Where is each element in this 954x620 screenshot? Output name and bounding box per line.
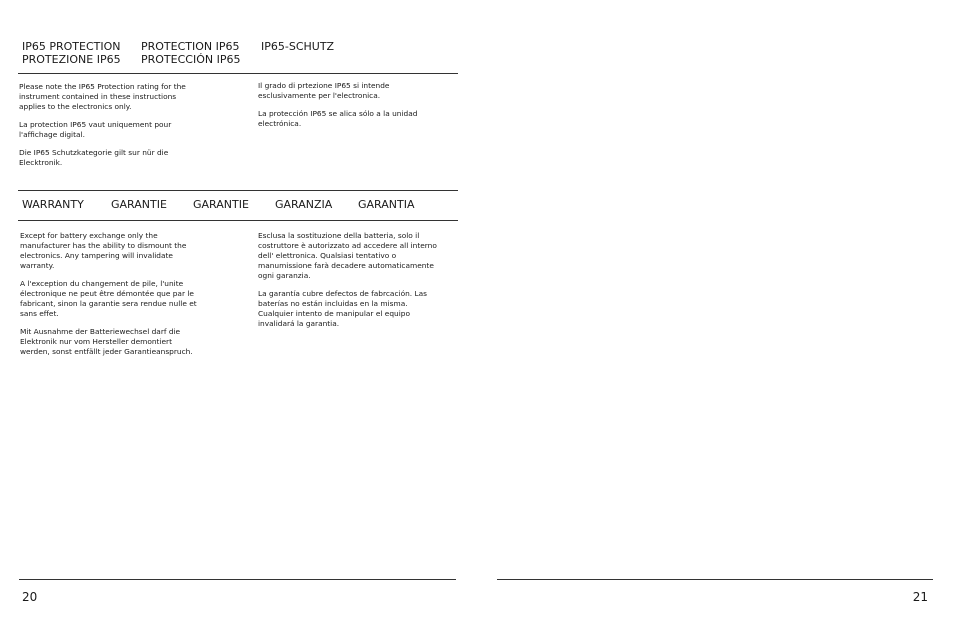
right-page-number: 21 — [912, 590, 928, 604]
ip65-paragraph-it: Il grado di prtezione IP65 si intende esclusivamente per l'electronica. — [258, 81, 390, 100]
ip65-header-es: PROTECCIÓN IP65 — [141, 53, 241, 66]
ip65-header-fr: PROTECTION IP65 — [141, 40, 240, 53]
warranty-paragraph-it: Esclusa la sostituzione della batteria, solo il costruttore è autorizzato ad accedere all interno dell' elettronica. Qualsiasi tentativo o manumissione farà decadere automaticamente ogni garanzia. — [258, 231, 437, 280]
ip65-header-en: IP65 PROTECTION — [22, 40, 121, 53]
ip65-left-column — [19, 82, 201, 176]
warranty-left-column — [20, 231, 202, 365]
warranty-header-en: WARRANTY — [22, 198, 84, 211]
warranty-header-fr: GARANTIE — [111, 198, 167, 211]
ip65-header-de: IP65-SCHUTZ — [261, 40, 335, 53]
warranty-paragraph-en: Except for battery exchange only the manufacturer has the ability to dismount the electronics. Any tampering will invalidate warranty. — [20, 231, 187, 270]
warranty-paragraph-es: La garantía cubre defectos de fabrcación. Las baterías no están incluidas en la misma. Cualquier intento de manipular el equipo invalidará la garantia. — [258, 289, 427, 328]
warranty-header-rule — [18, 220, 458, 221]
ip65-header-rule — [18, 73, 458, 74]
ip65-paragraph-fr: La protection IP65 vaut uniquement pour l'affichage digital. — [19, 120, 172, 139]
ip65-paragraph-en: Please note the IP65 Protection rating for the instrument contained in these instructions applies to the electronics only. — [19, 82, 186, 111]
ip65-header-it: PROTEZIONE IP65 — [22, 53, 121, 66]
ip65-right-column — [258, 81, 440, 137]
ip65-paragraph-es: La protección IP65 se alica sólo a la unidad electrónica. — [258, 109, 418, 128]
warranty-right-column — [258, 231, 440, 337]
warranty-paragraph-fr: A l'exception du changement de pile, l'unite électronique ne peut être démontée que par le fabricant, sinon la garantie sera rendue nulle et sans effet. — [20, 279, 197, 318]
warranty-paragraph-de: Mit Ausnahme der Batteriewechsel darf die Elektronik nur vom Hersteller demontiert werden, sonst entfällt jeder Garantieanspruch. — [20, 327, 193, 356]
warranty-header-it: GARANZIA — [275, 198, 333, 211]
warranty-header-de: GARANTIE — [193, 198, 249, 211]
ip65-paragraph-de: Die IP65 Schutzkategorie gilt sur nür die Elecktronik. — [19, 148, 169, 167]
right-page-footer-rule — [497, 579, 933, 580]
left-page-footer-rule — [19, 579, 456, 580]
left-page-number: 20 — [22, 590, 38, 604]
warranty-header-es: GARANTIA — [358, 198, 415, 211]
warranty-top-rule — [18, 190, 458, 191]
